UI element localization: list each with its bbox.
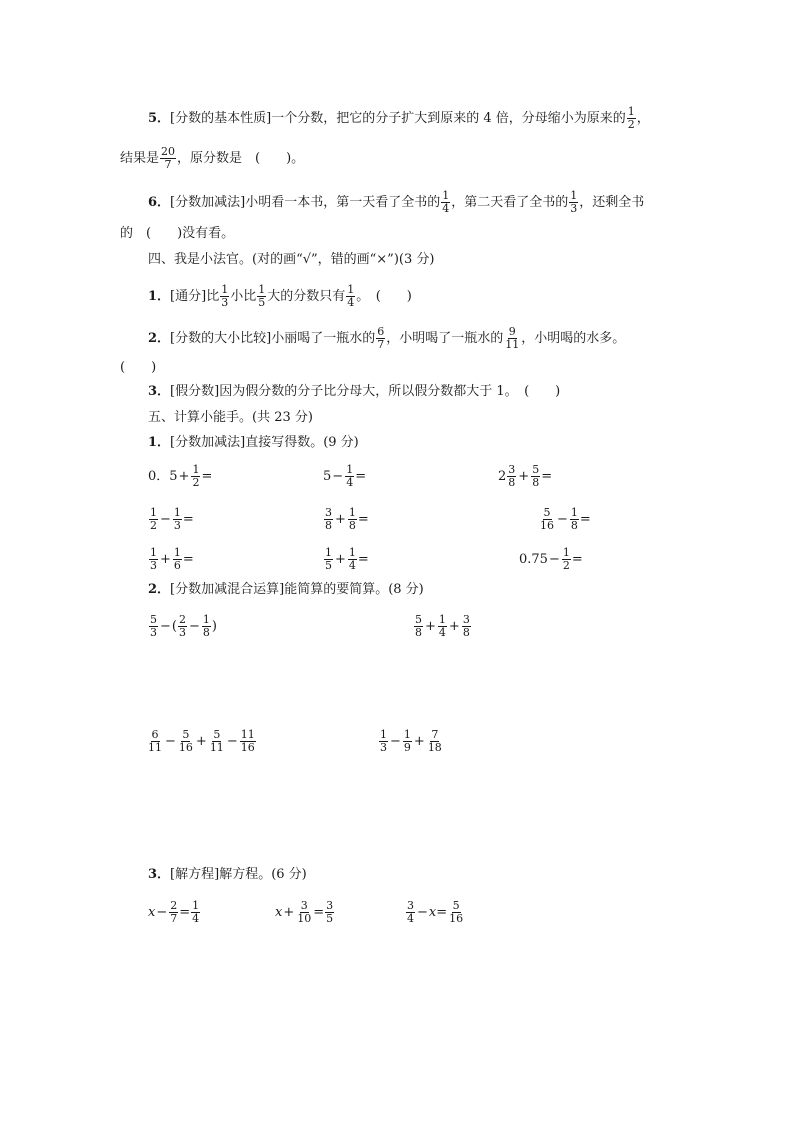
fraction: $\frac{3}{8}$ — [462, 613, 470, 639]
section-4-question-2: 2．[分数的大小比较]小丽喝了一瓶水的 $\frac{6}{7}$ ，小明喝了一瓶水的 $\frac{9}{11}$ ，小明喝的水多。 — [148, 325, 626, 351]
equation-2: x+ $\frac{3}{10}$ = $\frac{3}{5}$ — [275, 899, 334, 925]
section-5-question-2: 2．[分数加减混合运算]能简算的要简算。(8 分) — [148, 582, 424, 597]
fraction: $\frac{2}{3}$ — [178, 613, 186, 639]
fraction: $\frac{1}{3}$ — [380, 728, 387, 754]
fraction: $\frac{1}{5}$ — [325, 546, 332, 572]
fraction: $\frac{1}{2}$ — [192, 463, 200, 489]
section-5-question-3: 3．[解方程]解方程。(6 分) — [148, 867, 307, 882]
fraction: $\frac{1}{3}$ — [221, 283, 229, 309]
direct-calc-5: $\frac{3}{8}$ + $\frac{1}{8}$ = — [325, 506, 369, 532]
fraction: $\frac{1}{4}$ — [192, 899, 200, 925]
fraction: $\frac{5}{16}$ — [540, 506, 554, 532]
mixed-calc-3: $\frac{6}{11}$ − $\frac{5}{16}$ + $\frac{5}{11}$ − $\frac{11}{16}$ — [148, 728, 255, 754]
section-5-title: 五、计算小能手。(共 23 分) — [148, 410, 313, 425]
section-5-question-1: 1．[分数加减法]直接写得数。(9 分) — [148, 435, 359, 450]
mixed-calc-1: $\frac{5}{3}$ −( $\frac{2}{3}$ − $\frac{1}{8}$ ) — [150, 613, 217, 639]
fraction: $\frac{1}{3}$ — [150, 546, 157, 572]
mixed-calc-4: $\frac{1}{3}$ − $\frac{1}{9}$ + $\frac{7}{18}$ — [380, 728, 442, 754]
equation-1: x− $\frac{2}{7}$ = $\frac{1}{4}$ — [148, 899, 200, 925]
fraction: $\frac{9}{11}$ — [505, 325, 520, 351]
question-6-line2: 的 ( )没有看。 — [120, 226, 235, 241]
fraction: $\frac{5}{16}$ — [178, 728, 193, 754]
fraction: $\frac{1}{2}$ — [627, 105, 635, 131]
fraction: $\frac{11}{16}$ — [240, 728, 255, 754]
fraction: $\frac{1}{2}$ — [150, 506, 157, 532]
fraction: $\frac{3}{8}$ — [508, 463, 516, 489]
fraction: $\frac{6}{7}$ — [377, 325, 385, 351]
section-4-question-1: 1．[通分]比 $\frac{1}{3}$ 小比 $\frac{1}{5}$ 大的分数只有 $\frac{1}{4}$ 。 ( ) — [148, 283, 412, 309]
fraction: $\frac{20}{7}$ — [161, 145, 176, 171]
fraction: $\frac{5}{16}$ — [449, 899, 464, 925]
fraction: $\frac{1}{8}$ — [348, 506, 356, 532]
fraction: $\frac{1}{3}$ — [570, 189, 578, 215]
equation-3: $\frac{3}{4}$ −x= $\frac{5}{16}$ — [407, 899, 464, 925]
fraction: $\frac{1}{4}$ — [442, 189, 450, 215]
fraction: $\frac{6}{11}$ — [148, 728, 162, 754]
direct-calc-2: 5− $\frac{1}{4}$ = — [323, 463, 367, 489]
question-number: 6． — [148, 195, 171, 210]
section-4-question-2-answer: ( ) — [120, 360, 157, 375]
fraction: $\frac{1}{6}$ — [173, 546, 181, 572]
question-5-line2: 结果是 $\frac{20}{7}$ ，原分数是 ( )。 — [120, 145, 305, 171]
direct-calc-8: $\frac{1}{5}$ + $\frac{1}{4}$ = — [325, 546, 369, 572]
fraction: $\frac{7}{18}$ — [427, 728, 442, 754]
direct-calc-1: 0．5+ $\frac{1}{2}$ = — [148, 463, 213, 489]
fraction: $\frac{5}{8}$ — [415, 613, 422, 639]
fraction: $\frac{1}{9}$ — [403, 728, 411, 754]
fraction: $\frac{3}{10}$ — [297, 899, 312, 925]
fraction: $\frac{1}{4}$ — [347, 283, 355, 309]
fraction: $\frac{1}{2}$ — [562, 546, 570, 572]
fraction: $\frac{2}{7}$ — [170, 899, 178, 925]
fraction: $\frac{1}{8}$ — [202, 613, 210, 639]
fraction: $\frac{1}{4}$ — [346, 463, 354, 489]
fraction: $\frac{1}{8}$ — [570, 506, 578, 532]
question-number: 5． — [148, 111, 171, 126]
section-4-question-3: 3．[假分数]因为假分数的分子比分母大，所以假分数都大于 1。 ( ) — [148, 384, 561, 399]
fraction: $\frac{5}{11}$ — [209, 728, 224, 754]
fraction: $\frac{3}{5}$ — [326, 899, 334, 925]
fraction: $\frac{5}{3}$ — [150, 613, 157, 639]
fraction: $\frac{1}{5}$ — [258, 283, 266, 309]
direct-calc-3: 2 $\frac{3}{8}$ + $\frac{5}{8}$ = — [498, 463, 553, 489]
fraction: $\frac{3}{8}$ — [325, 506, 332, 532]
direct-calc-9: 0.75− $\frac{1}{2}$ = — [519, 546, 583, 572]
question-6-line1: 6．[分数加减法]小明看一本书，第一天看了全书的 $\frac{1}{4}$ ，第二天看了全书的 $\frac{1}{3}$ ，还剩全书 — [148, 189, 645, 215]
mixed-calc-2: $\frac{5}{8}$ + $\frac{1}{4}$ + $\frac{3}{8}$ — [415, 613, 470, 639]
direct-calc-6: $\frac{5}{16}$ − $\frac{1}{8}$ = — [540, 506, 591, 532]
fraction: $\frac{1}{4}$ — [438, 613, 446, 639]
question-5-line1: 5．[分数的基本性质]一个分数，把它的分子扩大到原来的 4 倍，分母缩小为原来的 $\frac{1}{2}$ ， — [148, 105, 650, 131]
direct-calc-7: $\frac{1}{3}$ + $\frac{1}{6}$ = — [150, 546, 194, 572]
fraction: $\frac{5}{8}$ — [532, 463, 540, 489]
direct-calc-4: $\frac{1}{2}$ − $\frac{1}{3}$ = — [150, 506, 194, 532]
fraction: $\frac{3}{4}$ — [407, 899, 414, 925]
question-text: [分数的基本性质]一个分数，把它的分子扩大到原来的 4 倍，分母缩小为原来的 — [170, 111, 626, 126]
section-4-title: 四、我是小法官。(对的画“√”，错的画“×”)(3 分) — [148, 252, 435, 267]
fraction: $\frac{1}{4}$ — [348, 546, 356, 572]
fraction: $\frac{1}{3}$ — [173, 506, 181, 532]
